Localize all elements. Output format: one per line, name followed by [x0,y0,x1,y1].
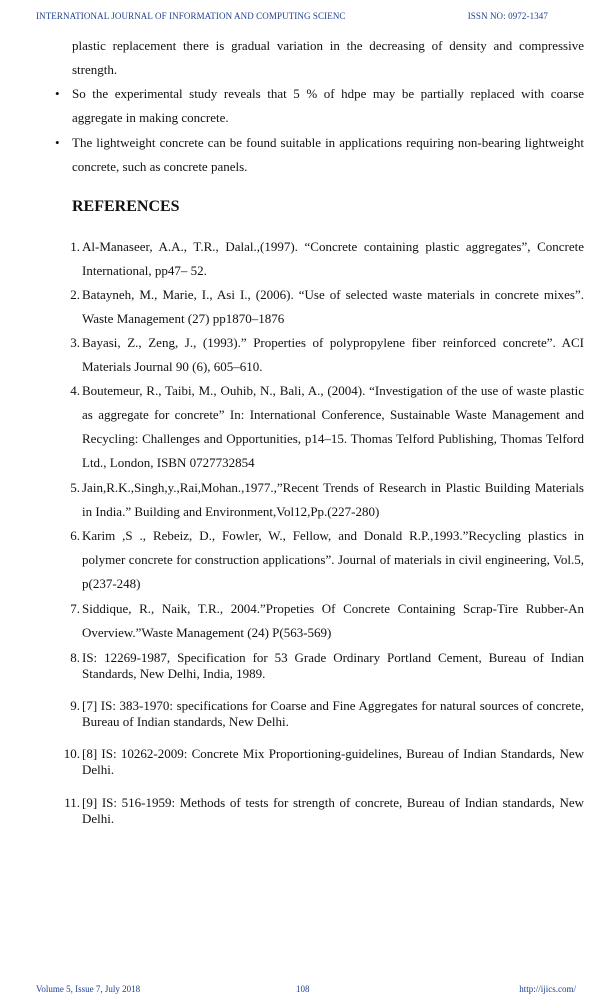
reference-number: 7. [70,601,80,616]
reference-item: IS: 12269-1987, Specification for 53 Grade Ordinary Portland Cement, Bureau of Indian Standards, New Delhi, India, 1989. [82,650,584,681]
reference-item: Karim ,S ., Rebeiz, D., Fowler, W., Fellow, and Donald R.P.,1993.”Recycling plastics in polymer concrete for construction applications”. Journal of materials in civil engineering, Vol.5, p(237-248) [82,528,584,591]
reference-number: 10. [63,746,80,761]
bullet-item: The lightweight concrete can be found suitable in applications requiring non-bearing lightweight concrete, such as concrete panels. [72,135,584,174]
issn-number: ISSN NO: 0972-1347 [467,11,548,21]
reference-number: 11. [64,795,80,810]
reference-number: 5. [70,480,80,495]
journal-name: INTERNATIONAL JOURNAL OF INFORMATION AND COMPUTING SCIENC [36,11,346,21]
reference-number: 6. [70,528,80,543]
reference-item: Siddique, R., Naik, T.R., 2004.”Propeties Of Concrete Containing Scrap-Tire Rubber-An Overview.”Waste Management (24) P(563-569) [82,601,584,640]
reference-number: 4. [70,383,80,398]
reference-item: [9] IS: 516-1959: Methods of tests for strength of concrete, Bureau of Indian standards, New Delhi. [82,795,584,826]
reference-item: Batayneh, M., Marie, I., Asi I., (2006). “Use of selected waste materials in concrete mixes”. Waste Management (27) pp1870–1876 [82,287,584,326]
references-heading: REFERENCES [72,198,180,215]
reference-item: Al-Manaseer, A.A., T.R., Dalal.,(1997). “Concrete containing plastic aggregates”, Concrete International, pp47– 52. [82,239,584,278]
journal-url-link[interactable]: http://ijics.com/ [519,984,576,994]
reference-number: 3. [70,335,80,350]
continuation-paragraph: plastic replacement there is gradual variation in the decreasing of density and compressive strength. [72,38,584,77]
bullet-marker: • [55,135,60,150]
volume-issue: Volume 5, Issue 7, July 2018 [36,984,141,994]
reference-item: Bayasi, Z., Zeng, J., (1993).” Properties of polypropylene fiber reinforced concrete”. ACI Materials Journal 90 (6), 605–610. [82,335,584,374]
bullet-marker: • [55,86,60,101]
reference-item: Boutemeur, R., Taibi, M., Ouhib, N., Bali, A., (2004). “Investigation of the use of waste plastic as aggregate for concrete” In: International Conference, Sustainable Waste Management and Recycling: Challenges and Opportunities, p14–15. Thomas Telford Publishing, Thomas Telford Ltd., London, ISBN 0727732854 [82,383,584,470]
reference-item: [7] IS: 383-1970: specifications for Coarse and Fine Aggregates for natural sources of concrete, Bureau of Indian standards, New Delhi. [82,698,584,729]
reference-item: [8] IS: 10262-2009: Concrete Mix Proportioning-guidelines, Bureau of Indian Standards, New Delhi. [82,746,584,777]
reference-number: 1. [70,239,80,254]
bullet-item: So the experimental study reveals that 5 % of hdpe may be partially replaced with coarse aggregate in making concrete. [72,86,584,125]
reference-number: 9. [70,698,80,713]
reference-item: Jain,R.K.,Singh,y.,Rai,Mohan.,1977.,”Recent Trends of Research in Plastic Building Materials in India.” Building and Environment,Vol12,Pp.(227-280) [82,480,584,519]
reference-number: 8. [70,650,80,665]
page-number: 108 [296,984,310,994]
reference-number: 2. [70,287,80,302]
